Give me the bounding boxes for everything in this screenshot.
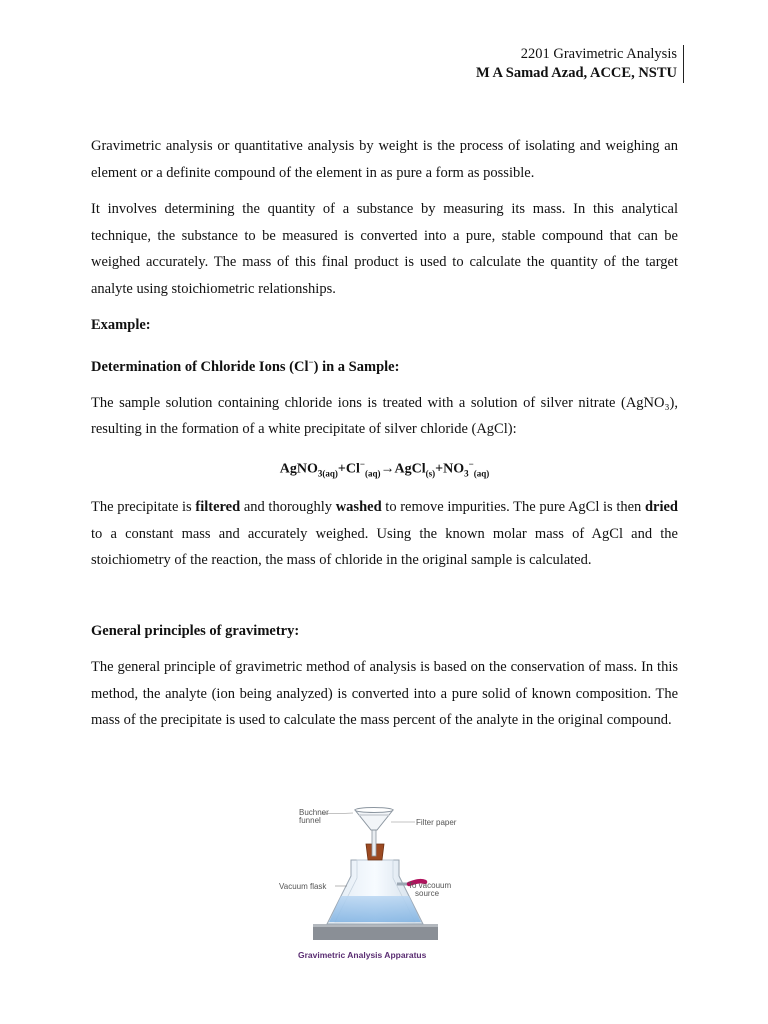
filtrate-liquid xyxy=(329,896,421,922)
example-heading: Example: xyxy=(91,317,151,333)
eq-agno3-sub: 3(aq) xyxy=(317,468,338,479)
label-vacuum-source-1: To vacouum xyxy=(408,881,452,890)
figure-caption: Gravimetric Analysis Apparatus xyxy=(298,950,427,960)
label-vacuum-source-2: source xyxy=(415,889,440,898)
reaction-equation xyxy=(91,451,678,486)
determination-heading-post: ) in a Sample: xyxy=(313,358,400,375)
apparatus-figure xyxy=(265,800,465,970)
general-principles-paragraph: The general principle of gravimetric method of analysis is based on the conservation of mass. In this method, the analyte (ion being analyzed) is converted into a pure solid of known composition. The mass of the precipitate is used to calculate the mass percent of the analyte in the original compound. xyxy=(91,659,678,729)
determination-heading-pre: Determination of Chloride Ions (Cl xyxy=(91,358,309,375)
eq-cl-sub: (aq) xyxy=(365,468,381,479)
eq-no3-phase: (aq) xyxy=(473,468,490,479)
involves-paragraph: It involves determining the quantity of a substance by measuring its mass. In this analytical technique, the substance to be measured is converted into a pure, stable compound that can be weighed accurately. The mass of this final product is used to calculate the quantity of the target analyte using stoichiometric relationships. xyxy=(91,201,678,297)
intro-paragraph: Gravimetric analysis or quantitative analysis by weight is the process of isolating and weighing an element or a definite compound of the element in as pure a form as possible. xyxy=(91,138,678,181)
precip-text-2: and thoroughly xyxy=(240,499,336,516)
eq-cl-charge: − xyxy=(359,458,365,469)
eq-arrow-agcl: →AgCl xyxy=(380,461,426,477)
chloride-charge: − xyxy=(308,356,314,367)
precip-text-4: to a constant mass and accurately weighed. Using the known molar mass of AgCl and the stoichiometry of the reaction, the mass of chloride in the original sample is calculated. xyxy=(91,525,678,569)
eq-no3: +NO xyxy=(435,461,465,477)
precip-bold-filtered: filtered xyxy=(195,499,241,516)
apparatus-diagram xyxy=(265,800,465,970)
determination-heading xyxy=(91,349,678,380)
eq-cl: +Cl xyxy=(337,461,360,477)
label-vacuum-flask: Vacuum flask xyxy=(279,882,327,891)
eq-no3-charge: − xyxy=(468,458,474,469)
label-filter-paper: Filter paper xyxy=(416,818,457,827)
precip-text-3: to remove impurities. The pure AgCl is then xyxy=(381,499,645,516)
funnel-rim xyxy=(355,808,393,813)
sample-paragraph: The sample solution containing chloride ions is treated with a solution of silver nitrate (AgNO₃), resulting in the formation of a white precipitate of silver chloride (AgCl): xyxy=(91,394,678,438)
general-principles-heading: General principles of gravimetry: xyxy=(91,622,300,639)
precip-bold-washed: washed xyxy=(335,499,382,516)
precipitate-paragraph xyxy=(91,494,678,574)
precip-bold-dried: dried xyxy=(644,499,678,516)
page-header xyxy=(476,45,684,83)
label-buchner-1: Buchner xyxy=(299,808,329,817)
eq-no3-sub: 3 xyxy=(464,468,469,479)
course-title: 2201 Gravimetric Analysis xyxy=(520,46,677,62)
eq-agno3: AgNO xyxy=(279,461,318,477)
document-body xyxy=(91,133,678,734)
precip-text-1: The precipitate is xyxy=(91,499,196,516)
label-buchner-2: funnel xyxy=(299,816,321,825)
author-line: M A Samad Azad, ACCE, NSTU xyxy=(475,65,677,81)
eq-agcl-sub: (s) xyxy=(425,468,436,479)
